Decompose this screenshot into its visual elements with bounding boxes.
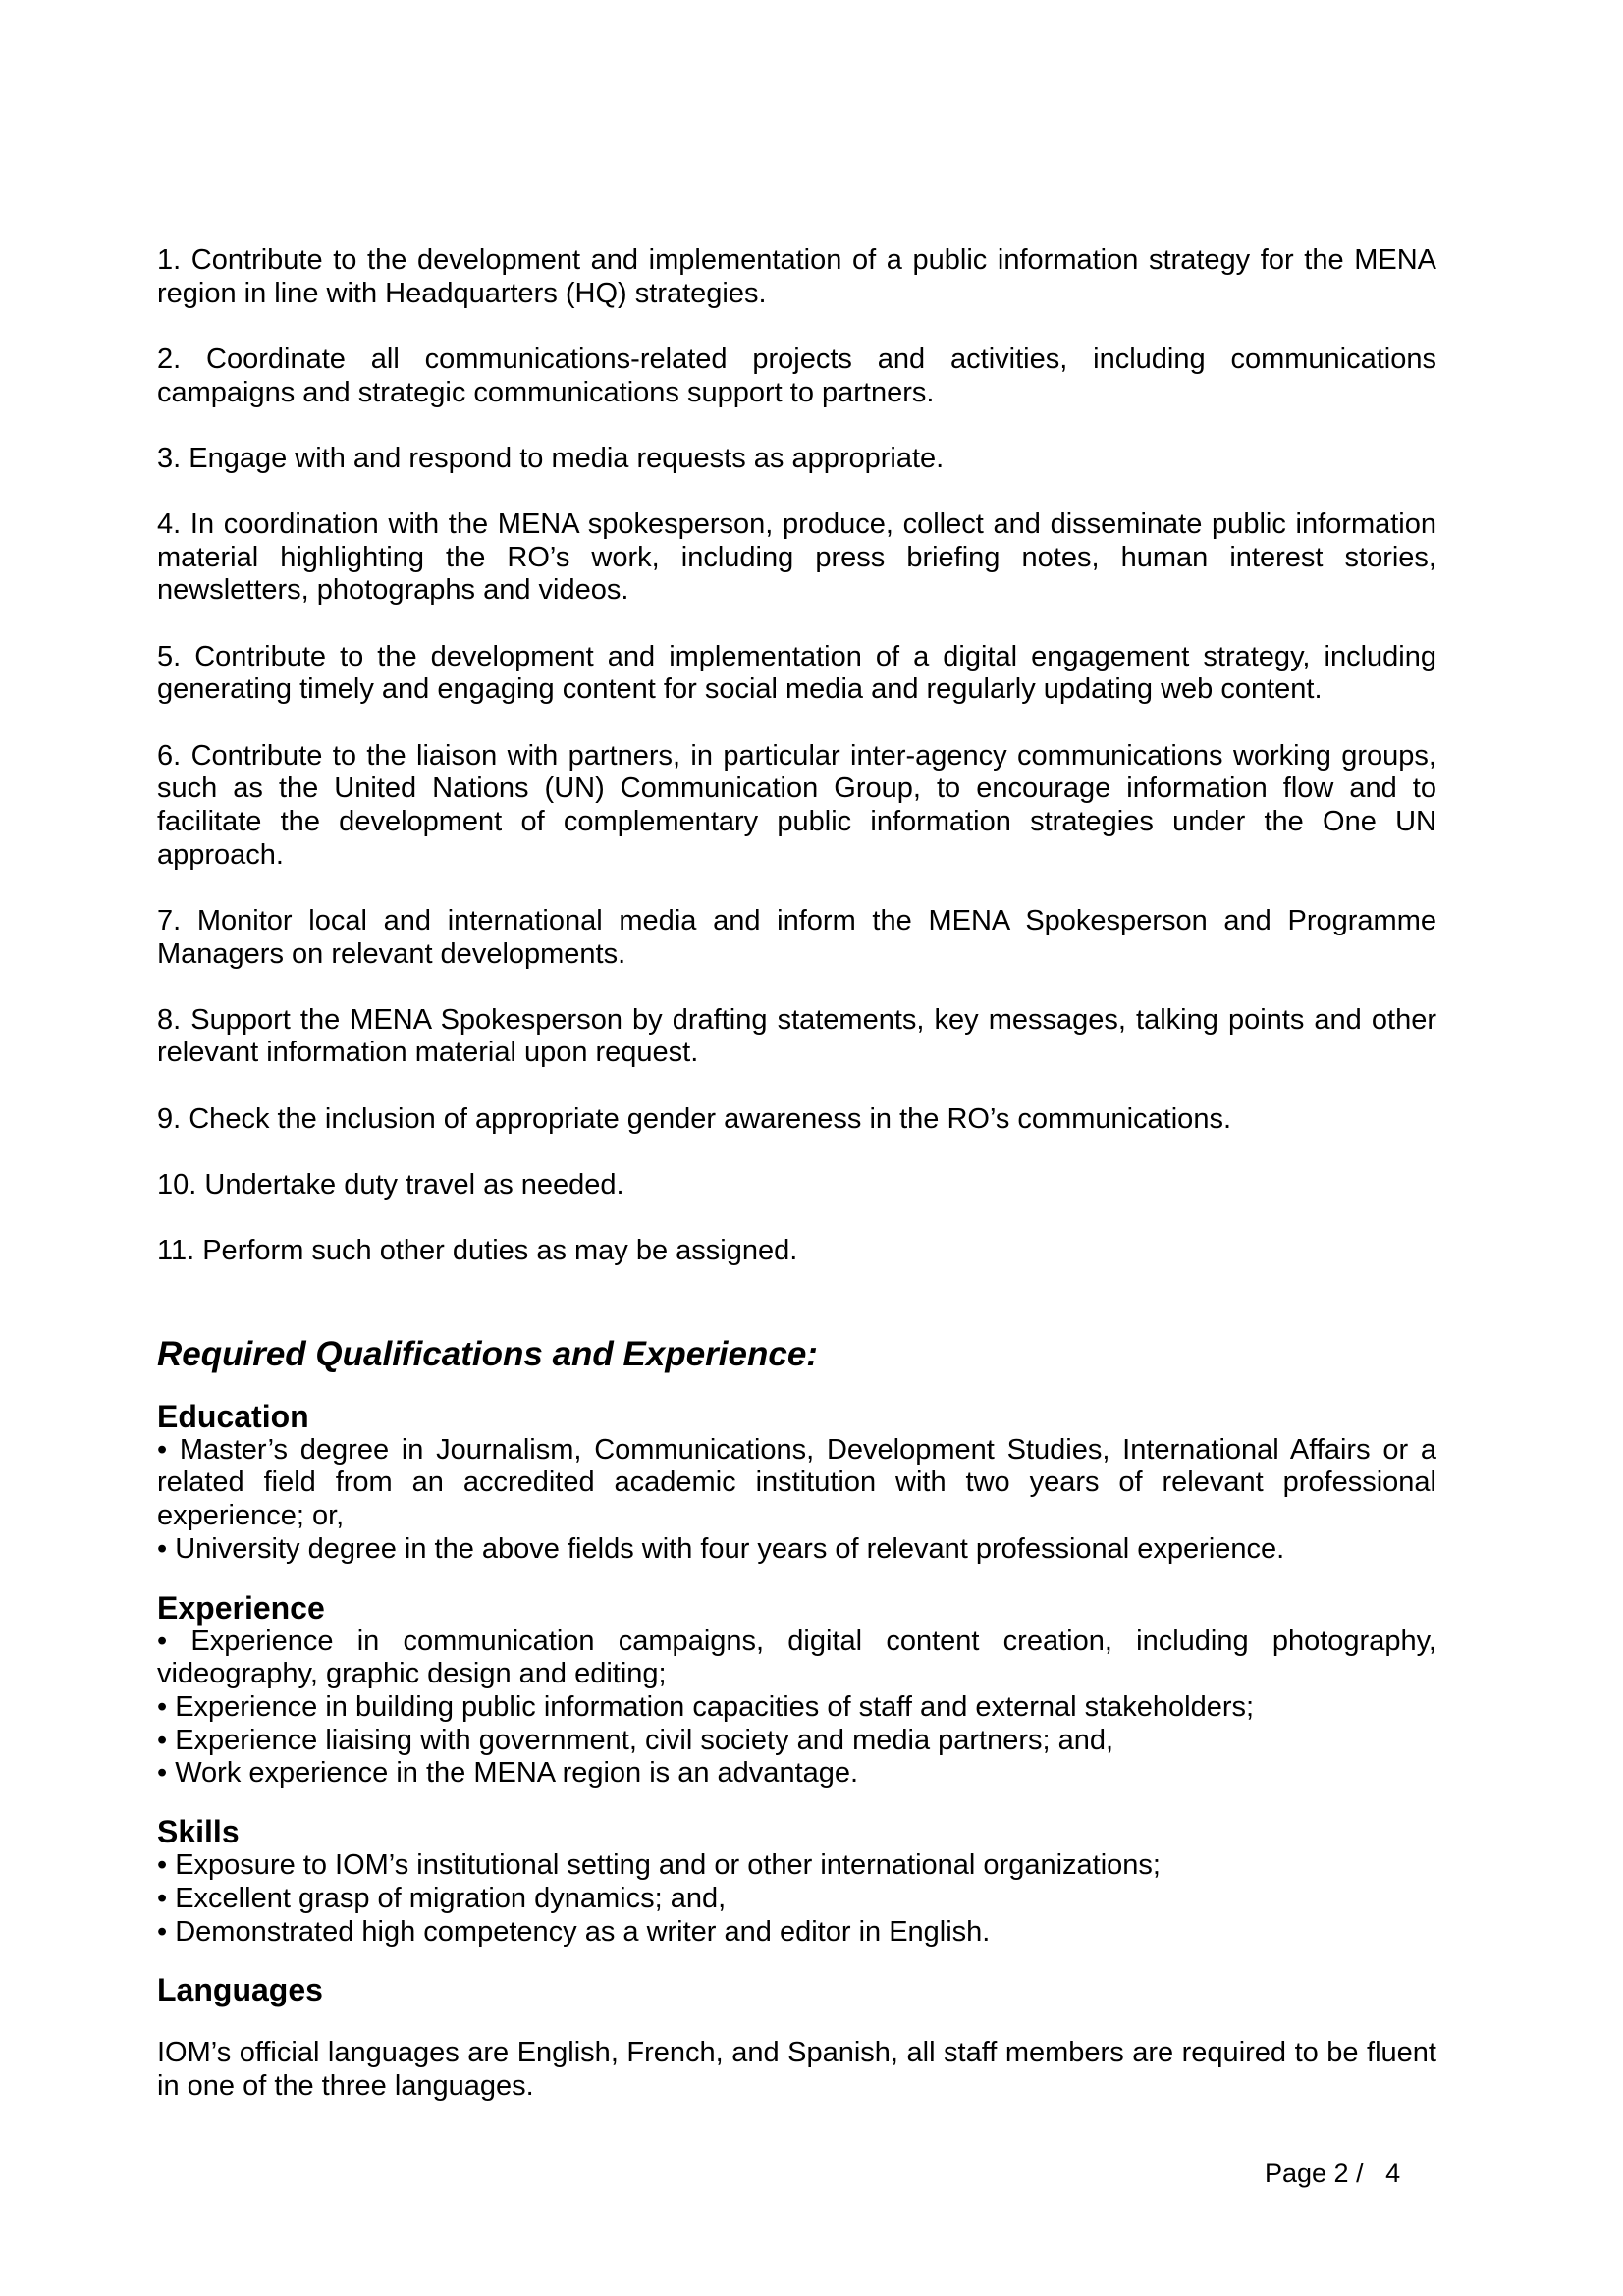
skills-heading: Skills (157, 1814, 240, 1850)
duty-item: 10. Undertake duty travel as needed. (157, 1168, 624, 1201)
education-item: • Master’s degree in Journalism, Communications, Development Studies, International Affairs or a related field from an accredited academic institution with two years of relevant professional experience; or, (157, 1433, 1436, 1532)
education-item: • University degree in the above fields with four years of relevant professional experience. (157, 1532, 1285, 1565)
skills-section (157, 1814, 1436, 1949)
skills-item: • Excellent grasp of migration dynamics; and, (157, 1882, 727, 1914)
experience-heading: Experience (157, 1589, 325, 1626)
experience-item: • Experience liaising with government, civil society and media partners; and, (157, 1724, 1114, 1756)
languages-section (157, 1972, 1436, 2103)
duties-list (157, 244, 1436, 1268)
duty-item: 1. Contribute to the development and implementation of a public information strategy for the MENA region in line with Headquarters (HQ) strategies. (157, 244, 1436, 309)
duty-item: 11. Perform such other duties as may be assigned. (157, 1235, 798, 1267)
experience-item: • Experience in communication campaigns, digital content creation, including photography, videography, graphic design and editing; (157, 1625, 1436, 1690)
duty-item: 6. Contribute to the liaison with partners, in particular inter-agency communications working groups, such as the United Nations (UN) Communication Group, to encourage information flow and to facilitate the development of complementary public information strategies under the One UN approach. (157, 739, 1436, 871)
experience-section (157, 1590, 1436, 1791)
duty-item: 7. Monitor local and international media and inform the MENA Spokesperson and Programme Managers on relevant developments. (157, 904, 1436, 970)
languages-text: IOM’s official languages are English, French, and Spanish, all staff members are required to be fluent in one of the three languages. (157, 2037, 1436, 2102)
education-section (157, 1399, 1436, 1567)
duty-item: 3. Engage with and respond to media requests as appropriate. (157, 442, 945, 474)
page-content (157, 244, 1436, 2104)
duty-item: 8. Support the MENA Spokesperson by drafting statements, key messages, talking points and other relevant information material upon request. (157, 1003, 1436, 1069)
duty-item: 2. Coordinate all communications-related projects and activities, including communications campaigns and strategic communications support to partners. (157, 343, 1436, 408)
page-number: Page 2 / 4 (1265, 2159, 1401, 2188)
qualifications-heading: Required Qualifications and Experience: (157, 1334, 818, 1373)
skills-item: • Demonstrated high competency as a writer and editor in English. (157, 1915, 991, 1948)
duty-item: 9. Check the inclusion of appropriate gender awareness in the RO’s communications. (157, 1102, 1231, 1135)
skills-item: • Exposure to IOM’s institutional setting and or other international organizations; (157, 1849, 1161, 1882)
languages-heading: Languages (157, 1972, 323, 2008)
duty-item: 4. In coordination with the MENA spokesperson, produce, collect and disseminate public information material highlighting the RO’s work, including press briefing notes, human interest stories, newsletters, photographs and videos. (157, 508, 1436, 607)
duty-item: 5. Contribute to the development and implementation of a digital engagement strategy, including generating timely and engaging content for social media and regularly updating web content. (157, 640, 1436, 706)
experience-item: • Experience in building public information capacities of staff and external stakeholders; (157, 1690, 1255, 1723)
experience-item: • Work experience in the MENA region is an advantage. (157, 1757, 859, 1789)
education-heading: Education (157, 1398, 309, 1434)
